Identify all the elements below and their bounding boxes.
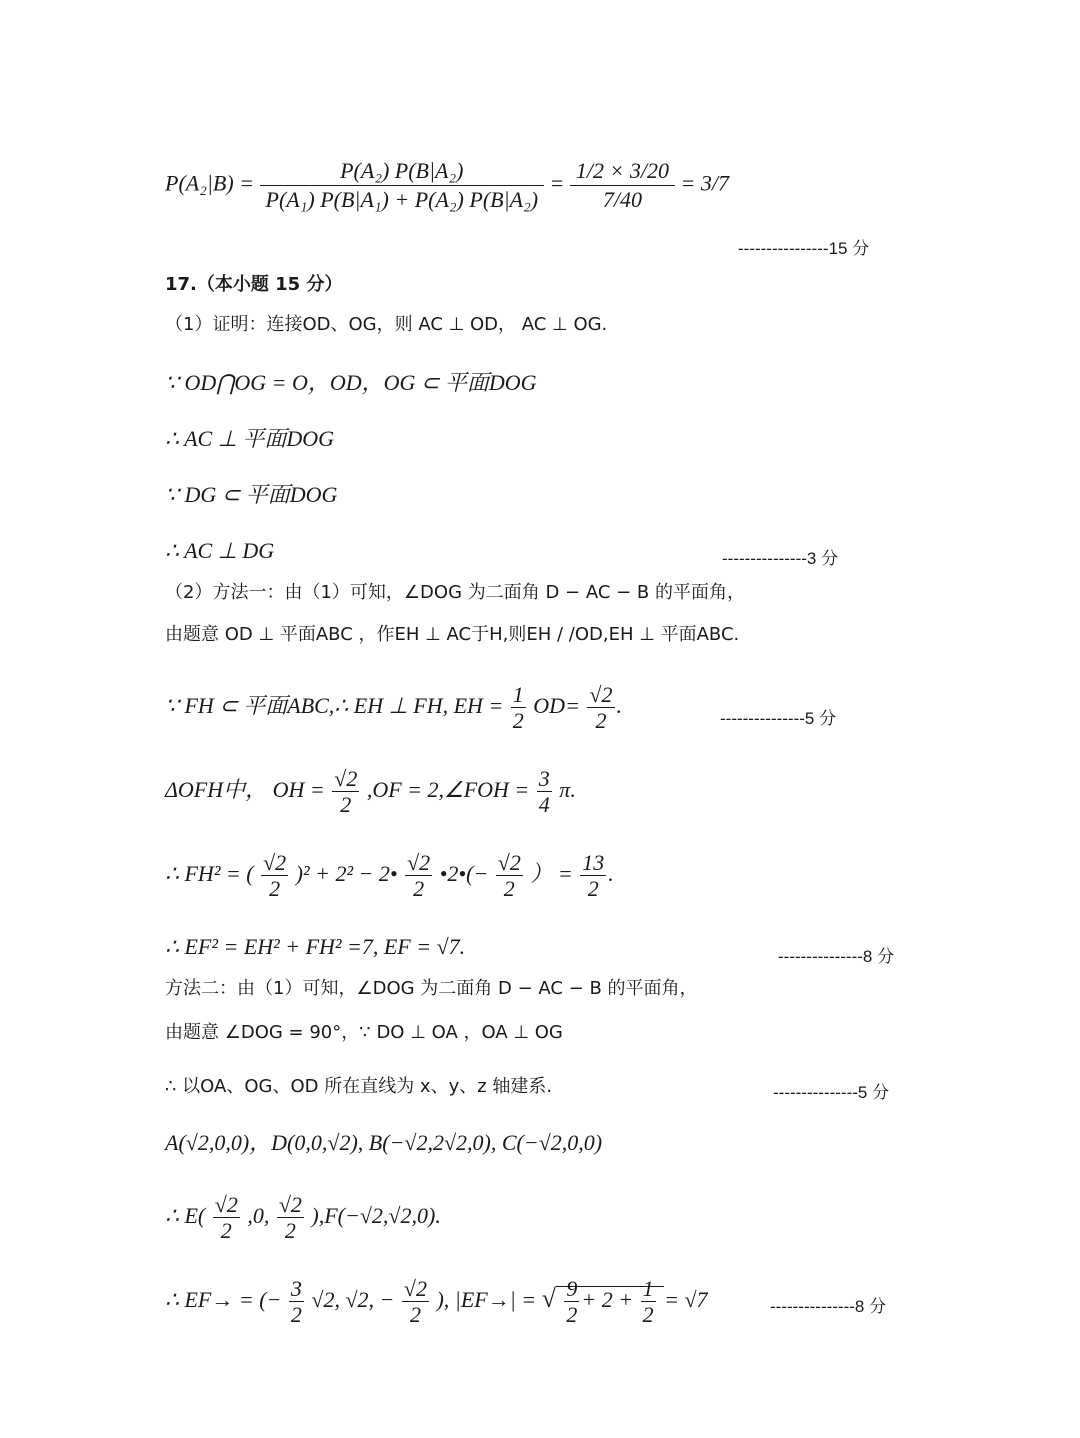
q17-line-ac-perp-plane: ∴ AC ⊥ 平面DOG bbox=[165, 426, 335, 451]
question-17-title: 17.（本小题 15 分） bbox=[165, 274, 343, 295]
formula-denominator: P(A₁) P(B|A₁) + P(A₂) P(B|A₂) bbox=[265, 187, 539, 212]
formula-main-fraction bbox=[260, 160, 545, 211]
q17-method2-ef-vector: ∴ EF→ = (− $\frac{3}{2}$ √2, √2, − $\frac{√2}{2}$ ), |EF→| = √ $\frac{9}{2}$ + 2 + $\frac{1}{2}$ = √7 bbox=[165, 1276, 708, 1328]
fraction-sqrt2-over-2: $\frac{√2}{2}$ bbox=[263, 850, 287, 902]
q17-part2-method1: （2）方法一：由（1）可知，∠DOG 为二面角 D − AC − B 的平面角， bbox=[165, 582, 746, 603]
q17-line-triangle-ofh bbox=[165, 766, 576, 818]
score-marker-3: ---------------3 分 bbox=[722, 549, 839, 568]
formula-result: = 3/7 bbox=[680, 170, 729, 196]
fraction-sqrt2-over-2: $\frac{√2}{2}$ bbox=[407, 850, 431, 902]
score-marker-8b: ---------------8 分 bbox=[770, 1297, 887, 1316]
fraction-thirteen-half: $\frac{13}{2}$ bbox=[582, 850, 605, 902]
fraction-nine-half: $\frac{9}{2}$ bbox=[566, 1276, 578, 1328]
of-text: ,OF = 2,∠FOH = bbox=[366, 776, 530, 802]
score-marker-5b: ---------------5 分 bbox=[773, 1083, 890, 1102]
formula-compound-denominator: 7/40 bbox=[602, 187, 642, 212]
fraction-sqrt2-over-2: $\frac{√2}{2}$ bbox=[403, 1276, 427, 1328]
q17-line-ac-perp-dg: ∴ AC ⊥ DG bbox=[165, 538, 275, 563]
q17-line-ef-value: ∴ EF² = EH² + FH² =7, EF = √7. bbox=[165, 934, 466, 959]
fraction-one-half: $\frac{1}{2}$ bbox=[642, 1276, 654, 1328]
e-text-c: ),F(−√2,√2,0). bbox=[311, 1202, 441, 1228]
fraction-one-half: $\frac{1}{2}$ bbox=[512, 682, 524, 734]
formula-compound-fraction bbox=[570, 160, 675, 211]
q17-method2-title: 方法二：由（1）可知，∠DOG 为二面角 D − AC − B 的平面角， bbox=[165, 978, 698, 999]
fh-text-a: ∴ FH² = ( bbox=[165, 860, 254, 886]
fraction-sqrt2-over-2: $\frac{√2}{2}$ bbox=[497, 850, 521, 902]
fraction-three-quarters: $\frac{3}{4}$ bbox=[538, 766, 550, 818]
e-text-a: ∴ E( bbox=[165, 1202, 206, 1228]
ef-text-d: = √7 bbox=[664, 1286, 708, 1312]
fraction-sqrt2-over-2: $\frac{√2}{2}$ bbox=[278, 1192, 302, 1244]
eh-text: ∵ FH ⊂ 平面ABC,∴ EH ⊥ FH, EH = bbox=[165, 692, 504, 718]
ef-text-b: √2, √2, − bbox=[311, 1286, 395, 1312]
formula-equals: = bbox=[549, 170, 565, 196]
q17-method2-points: A(√2,0,0)，D(0,0,√2), B(−√2,2√2,0), C(−√2,0,0) bbox=[165, 1130, 603, 1155]
q17-method2-right-angle: 由题意 ∠DOG = 90°，∵ DO ⊥ OA ，OA ⊥ OG bbox=[165, 1022, 563, 1043]
q17-method2-coordinate-system: ∴ 以OA、OG、OD 所在直线为 x、y、z 轴建系. bbox=[165, 1076, 553, 1097]
pi-text: π. bbox=[559, 776, 576, 802]
fraction-sqrt2-over-2: $\frac{√2}{2}$ bbox=[214, 1192, 238, 1244]
score-marker-8a: ---------------8 分 bbox=[778, 947, 895, 966]
fh-text-c: •2•(− bbox=[439, 860, 489, 886]
formula-compound-numerator: 1/2 × 3/20 bbox=[570, 160, 675, 186]
q17-line-fh-squared: ∴ FH² = ( $\frac{√2}{2}$ )² + 2² − 2• $\frac{√2}{2}$ •2•(− $\frac{√2}{2}$ ） = $\frac{13}{2}$ . bbox=[165, 850, 614, 902]
probability-formula bbox=[165, 160, 729, 211]
ofh-text: ΔOFH中， OH = bbox=[165, 776, 325, 802]
formula-numerator: P(A₂) P(B|A₂) bbox=[260, 160, 545, 186]
q17-line-od-perp-abc: 由题意 OD ⊥ 平面ABC ，作EH ⊥ AC于H,则EH / /OD,EH ⊥ 平面ABC. bbox=[165, 624, 740, 645]
score-marker-15: ----------------15 分 bbox=[738, 239, 870, 258]
fh-text-b: )² + 2² − 2• bbox=[295, 860, 398, 886]
score-marker-5a: ---------------5 分 bbox=[720, 709, 837, 728]
q17-line-intersection: ∵ OD⋂OG = O，OD，OG ⊂ 平面DOG bbox=[165, 370, 537, 395]
q17-line-eh-value: ∵ FH ⊂ 平面ABC,∴ EH ⊥ FH, EH = $\frac{1}{2}$ OD= $\frac{√2}{2}$ . bbox=[165, 682, 622, 734]
od-text: OD= bbox=[533, 692, 580, 718]
ef-text-a: ∴ EF→ = (− bbox=[165, 1286, 282, 1312]
q17-method2-e-f bbox=[165, 1192, 441, 1244]
fh-text-d: ） = bbox=[530, 860, 573, 886]
q17-part1-proof: （1）证明：连接OD、OG，则 AC ⊥ OD， AC ⊥ OG. bbox=[165, 314, 608, 335]
q17-line-dg-in-plane: ∵ DG ⊂ 平面DOG bbox=[165, 482, 338, 507]
fraction-sqrt2-over-2: $\frac{√2}{2}$ bbox=[589, 682, 613, 734]
fraction-sqrt2-over-2: $\frac{√2}{2}$ bbox=[334, 766, 358, 818]
ef-text-c: ), |EF→| = bbox=[436, 1286, 537, 1312]
e-text-b: ,0, bbox=[247, 1202, 270, 1228]
fraction-three-half: $\frac{3}{2}$ bbox=[290, 1276, 302, 1328]
radical-sum: $\frac{9}{2}$ + 2 + $\frac{1}{2}$ bbox=[556, 1286, 664, 1312]
formula-lhs: P(A₂|B) = bbox=[165, 170, 255, 196]
